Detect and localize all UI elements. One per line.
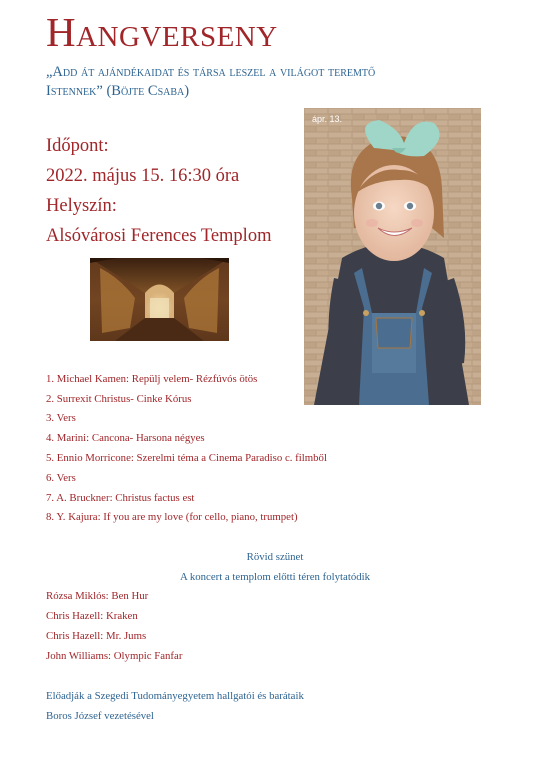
program-item-6: 6. Vers	[46, 472, 76, 484]
church-interior-image	[90, 258, 229, 341]
program-item-7: 7. A. Bruckner: Christus factus est	[46, 492, 195, 504]
program-item-2: 2. Surrexit Christus- Cinke Kórus	[46, 393, 192, 405]
program-item-4: 4. Marini: Cancona- Harsona négyes	[46, 432, 205, 444]
place-label: Helyszín:	[46, 196, 117, 216]
child-photo	[304, 108, 481, 405]
time-value: 2022. május 15. 16:30 óra	[46, 166, 240, 186]
outdoor-item-1: Rózsa Miklós: Ben Hur	[46, 590, 149, 602]
intermission-continue: A koncert a templom előtti téren folytatódik	[179, 571, 371, 583]
outdoor-item-2: Chris Hazell: Kraken	[46, 610, 138, 622]
page-title: Hangverseny	[46, 9, 278, 55]
quote-line-1: „Add át ajándékaidat és társa leszel a világot teremtő	[46, 64, 376, 80]
program-item-5: 5. Ennio Morricone: Szerelmi téma a Cinema Paradiso c. filmből	[46, 452, 327, 464]
quote-line-2: Istennek” (Böjte Csaba)	[46, 83, 190, 99]
time-label: Időpont:	[46, 136, 109, 156]
performers-text: Előadják a Szegedi Tudományegyetem hallgatói és barátaik	[46, 690, 304, 702]
intermission-break: Rövid szünet	[246, 551, 304, 563]
outdoor-item-4: John Williams: Olympic Fanfar	[46, 650, 183, 662]
photo-date-tag: ápr. 13.	[312, 114, 343, 124]
quote	[46, 63, 446, 101]
conductor-text: Boros József vezetésével	[46, 710, 154, 722]
program-item-8: 8. Y. Kajura: If you are my love (for cello, piano, trumpet)	[46, 511, 298, 523]
outdoor-item-3: Chris Hazell: Mr. Jums	[46, 630, 147, 642]
place-value: Alsóvárosi Ferences Templom	[46, 226, 272, 246]
program-item-1: 1. Michael Kamen: Repülj velem- Rézfúvós ötös	[46, 373, 258, 385]
program-item-3: 3. Vers	[46, 412, 76, 424]
